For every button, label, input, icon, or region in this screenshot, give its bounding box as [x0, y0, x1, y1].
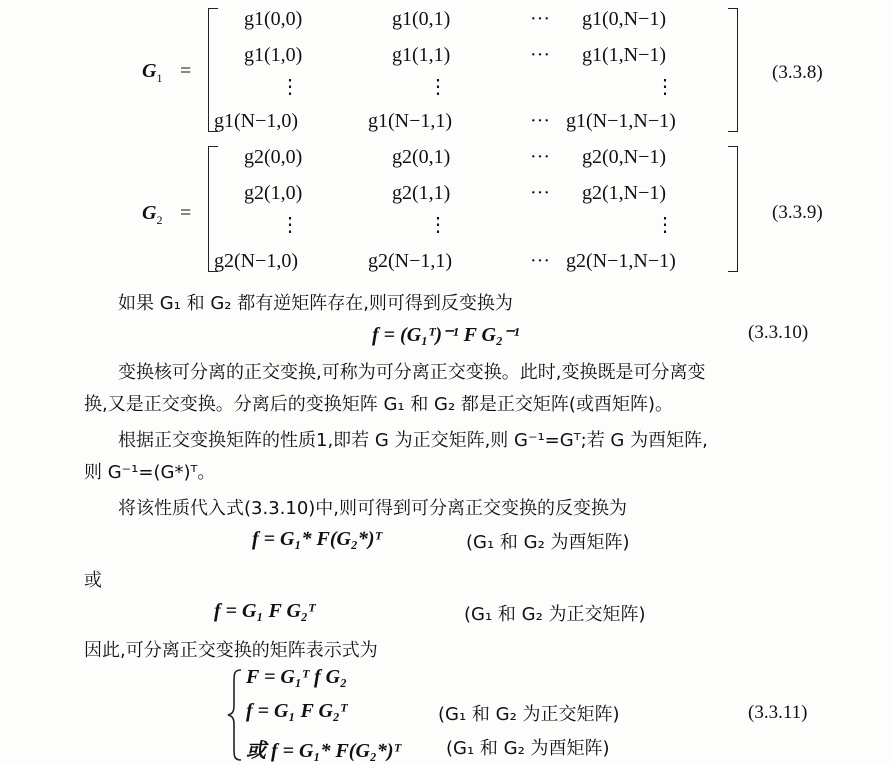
- paragraph-property-line1: 根据正交变换矩阵的性质1,即若 G 为正交矩阵,则 G⁻¹=Gᵀ;若 G 为酉矩阵,: [118, 430, 708, 451]
- left-curly-brace: [226, 668, 244, 762]
- matrix-cell: g2(1,0): [244, 182, 303, 204]
- matrix-cell: g2(0,0): [244, 146, 303, 168]
- equation-formula: f = (G₁ᵀ)⁻¹ F G₂⁻¹: [372, 324, 520, 346]
- matrix-cell: ···: [530, 8, 550, 30]
- matrix-cell: g1(1,1): [392, 44, 451, 66]
- or-word: 或: [84, 570, 102, 591]
- matrix-vdots: ⋮: [655, 76, 675, 98]
- equation-formula: f = G₁* F(G₂*)ᵀ: [252, 528, 382, 550]
- matrix-cell: g2(0,1): [392, 146, 451, 168]
- equation-label: (3.3.10): [748, 322, 809, 343]
- system-line-unitary: 或 f = G₁* F(G₂*)ᵀ: [246, 740, 401, 762]
- paragraph-separable-line2: 换,又是正交变换。分离后的变换矩阵 G₁ 和 G₂ 都是正交矩阵(或酉矩阵)。: [84, 394, 673, 415]
- equation-label: (3.3.11): [748, 702, 808, 723]
- matrix-cell: g2(N−1,0): [214, 250, 299, 272]
- equation-label: (3.3.8): [772, 62, 823, 83]
- matrix-lhs: $G_1$: [142, 60, 163, 85]
- matrix-vdots: ⋮: [428, 76, 448, 98]
- matrix-cell: g1(N−1,N−1): [566, 110, 676, 132]
- matrix-cell: ···: [530, 250, 550, 272]
- paragraph-matrix-form: 因此,可分离正交变换的矩阵表示式为: [84, 640, 378, 661]
- system-line-forward: F = G₁ᵀ f G₂: [246, 666, 348, 688]
- right-bracket: [728, 146, 738, 272]
- matrix-cell: g2(1,N−1): [582, 182, 667, 204]
- matrix-vdots: ⋮: [428, 214, 448, 236]
- matrix-cell: ···: [530, 146, 550, 168]
- equation-label: (3.3.9): [772, 202, 823, 223]
- equation-formula: f = G₁ F G₂ᵀ: [214, 600, 316, 622]
- matrix-cell: g1(N−1,1): [368, 110, 453, 132]
- paragraph-substitute: 将该性质代入式(3.3.10)中,则可得到可分离正交变换的反变换为: [118, 498, 628, 519]
- matrix-vdots: ⋮: [280, 214, 300, 236]
- paragraph-separable-line1: 变换核可分离的正交变换,可称为可分离正交变换。此时,变换既是可分离变: [118, 362, 706, 383]
- matrix-cell: g1(0,N−1): [582, 8, 667, 30]
- equals-sign: =: [180, 60, 192, 82]
- matrix-cell: g2(1,1): [392, 182, 451, 204]
- system-note-unitary: (G₁ 和 G₂ 为酉矩阵): [446, 738, 610, 759]
- matrix-cell: ···: [530, 110, 550, 132]
- system-line-orthogonal: f = G₁ F G₂ᵀ: [246, 700, 348, 722]
- matrix-cell: ···: [530, 182, 550, 204]
- equation-note: (G₁ 和 G₂ 为正交矩阵): [464, 604, 646, 625]
- matrix-cell: g1(N−1,0): [214, 110, 299, 132]
- matrix-lhs: $G_2$: [142, 202, 163, 227]
- matrix-cell: g2(0,N−1): [582, 146, 667, 168]
- matrix-cell: g1(1,0): [244, 44, 303, 66]
- matrix-cell: ···: [530, 44, 550, 66]
- matrix-vdots: ⋮: [655, 214, 675, 236]
- equals-sign: =: [180, 202, 192, 224]
- equation-note: (G₁ 和 G₂ 为酉矩阵): [466, 532, 630, 553]
- paragraph-inverse-intro: 如果 G₁ 和 G₂ 都有逆矩阵存在,则可得到反变换为: [118, 293, 513, 314]
- matrix-vdots: ⋮: [280, 76, 300, 98]
- system-note-orthogonal: (G₁ 和 G₂ 为正交矩阵): [438, 704, 620, 725]
- matrix-cell: g2(N−1,N−1): [566, 250, 676, 272]
- matrix-cell: g1(0,1): [392, 8, 451, 30]
- matrix-cell: g2(N−1,1): [368, 250, 453, 272]
- paragraph-property-line2: 则 G⁻¹=(G*)ᵀ。: [84, 462, 216, 483]
- matrix-cell: g1(1,N−1): [582, 44, 667, 66]
- matrix-cell: g1(0,0): [244, 8, 303, 30]
- right-bracket: [728, 8, 738, 132]
